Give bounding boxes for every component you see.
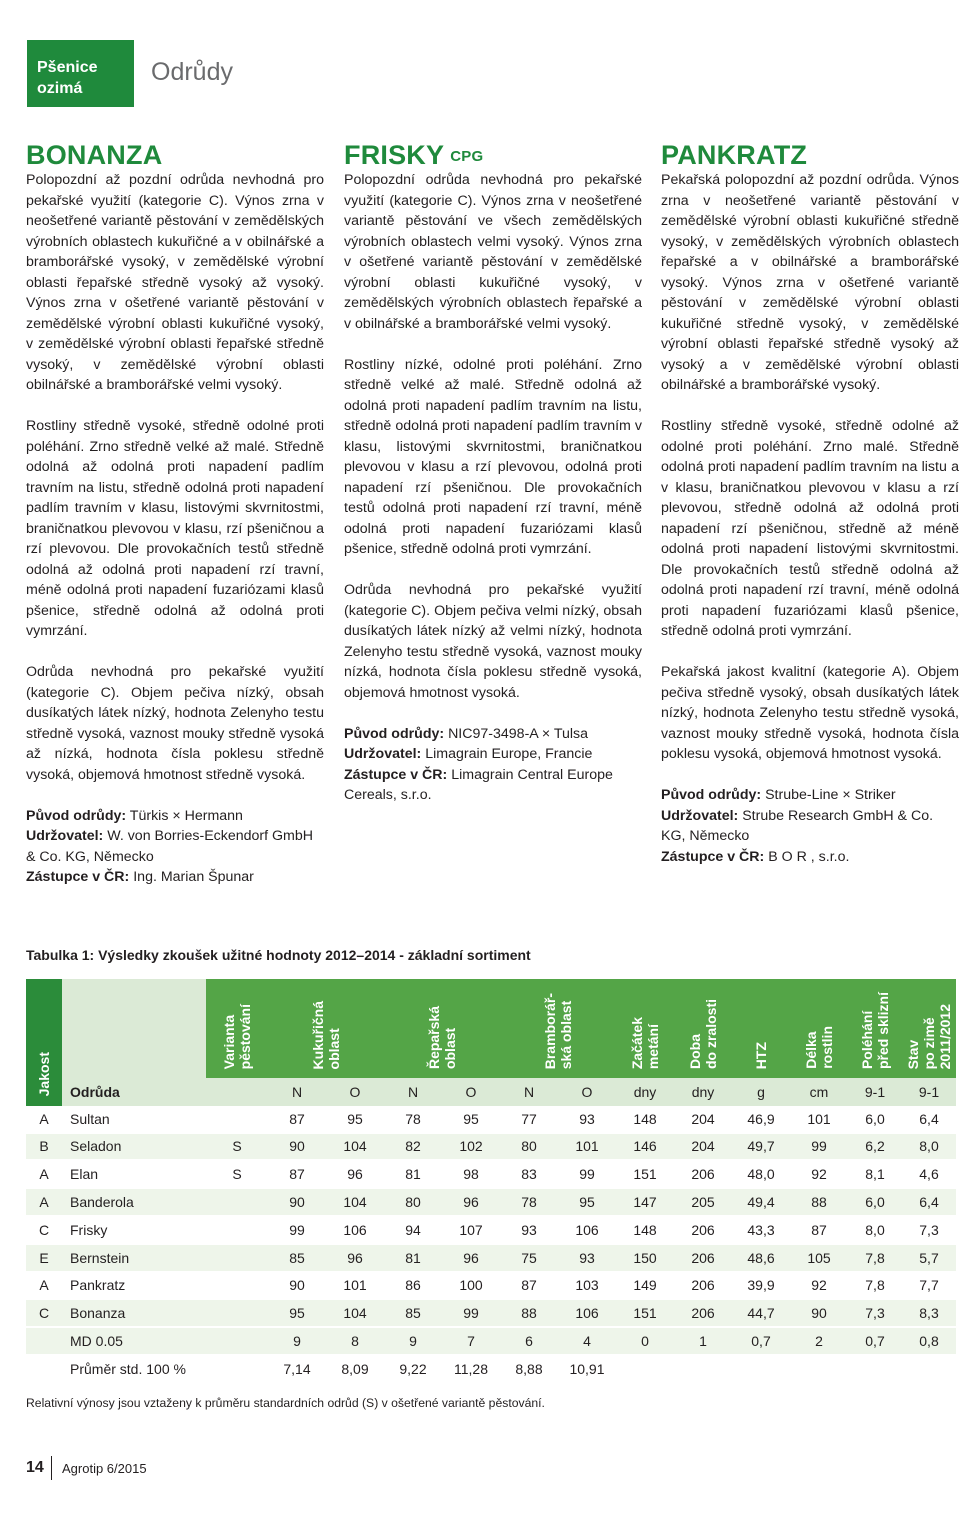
cell-value: 90 <box>268 1189 326 1217</box>
cell-blank <box>790 1356 848 1384</box>
cell-value: 101 <box>558 1134 616 1162</box>
cell-varianta <box>206 1273 268 1301</box>
cell-value: 48,6 <box>732 1245 790 1273</box>
cell-value: 6,4 <box>902 1106 956 1134</box>
cell-value: 106 <box>558 1217 616 1245</box>
cell-value: 204 <box>674 1106 732 1134</box>
unit-cell: 9-1 <box>902 1078 956 1106</box>
cell-blank <box>206 1356 268 1384</box>
unit-cell: O <box>326 1078 384 1106</box>
cell-value: 149 <box>616 1273 674 1301</box>
cell-blank <box>206 1328 268 1356</box>
table-row <box>26 1134 956 1162</box>
cell-value: 5,7 <box>902 1245 956 1273</box>
cell-md-value: 9 <box>384 1328 442 1356</box>
unit-cell <box>206 1078 268 1106</box>
cell-jakost: C <box>26 1300 62 1328</box>
table-row <box>26 1161 956 1189</box>
variety-title-sup: CPG <box>450 148 484 165</box>
cell-value: 92 <box>790 1161 848 1189</box>
table-caption: Tabulka 1: Výsledky zkoušek užitné hodnoty 2012–2014 - základní sortiment <box>26 947 531 963</box>
cell-value: 46,9 <box>732 1106 790 1134</box>
variety-column-frisky <box>344 140 642 806</box>
table-row <box>26 1106 956 1134</box>
cell-value: 99 <box>790 1134 848 1162</box>
cell-value: 49,4 <box>732 1189 790 1217</box>
cell-value: 87 <box>268 1106 326 1134</box>
cell-value: 7,8 <box>848 1245 902 1273</box>
badge-line-1: Pšenice <box>37 59 98 76</box>
cell-value: 48,0 <box>732 1161 790 1189</box>
cell-jakost: A <box>26 1273 62 1301</box>
cell-odruda: Bernstein <box>62 1245 206 1273</box>
cell-value: 98 <box>442 1161 500 1189</box>
cell-value: 77 <box>500 1106 558 1134</box>
cell-md-value: 2 <box>790 1328 848 1356</box>
cell-value: 96 <box>326 1161 384 1189</box>
journal-issue: Agrotip 6/2015 <box>62 1461 147 1476</box>
unit-cell: dny <box>674 1078 732 1106</box>
cell-value: 104 <box>326 1300 384 1328</box>
cell-value: 103 <box>558 1273 616 1301</box>
cell-varianta <box>206 1106 268 1134</box>
cell-value: 7,8 <box>848 1273 902 1301</box>
cell-varianta <box>206 1245 268 1273</box>
cell-prumer-value: 10,91 <box>558 1356 616 1384</box>
cell-value: 95 <box>442 1106 500 1134</box>
cell-value: 104 <box>326 1189 384 1217</box>
cell-value: 44,7 <box>732 1300 790 1328</box>
cell-prumer-value: 8,88 <box>500 1356 558 1384</box>
cell-value: 6,0 <box>848 1106 902 1134</box>
results-table <box>26 979 956 1384</box>
cell-jakost: A <box>26 1106 62 1134</box>
cell-prumer-value: 9,22 <box>384 1356 442 1384</box>
cell-blank <box>848 1356 902 1384</box>
variety-description: Polopozdní až pozdní odrůda nevhodná pro pekařské využití (kategorie C). Výnos zrna v neošetřené variantě pěstování v zemědělských výrobních oblastech kukuřičné a v obilnářské a bramborářské vysoký, v zemědělské výrobní oblasti řepařské středně vysoký až vysoký. Výnos zrna v ošetřené variantě pěstování v zemědělské výrobní oblasti kukuřičné vysoký, v zemědělské výrobní oblasti řepařské středně vysoký, v zemědělské výrobní oblasti obilnářské a bramborářské velmi vysoký. <box>26 172 324 393</box>
table-row <box>26 1217 956 1245</box>
cell-odruda: Bonanza <box>62 1300 206 1328</box>
cell-odruda: Sultan <box>62 1106 206 1134</box>
cell-value: 148 <box>616 1106 674 1134</box>
cell-odruda: Frisky <box>62 1217 206 1245</box>
page-divider <box>51 1456 52 1480</box>
cell-value: 8,0 <box>902 1134 956 1162</box>
header-zacatek: Začátek metání <box>616 979 674 1078</box>
header-stav: Stav po zimě 2011/2012 <box>902 979 956 1078</box>
variety-resistance: Rostliny středně vysoké, středně odolné proti poléhání. Zrno středně velké až malé. Středně odolná až odolná proti napadení padlím travním na listu, středně odolná proti napadení padlím travním v klasu, listovými skvrnitostmi, braničnatkou plevovou v klasu, rzí pšeničnou a rzí plevovou. Dle provokačních testů středně odolná až odolná proti napadení rzí travní, méně odolná proti napadení fuzariózami klasů pšenice, středně odolná až odolná proti vymrzání. <box>26 418 324 639</box>
cell-md-value: 7 <box>442 1328 500 1356</box>
cell-md-value: 4 <box>558 1328 616 1356</box>
cell-value: 99 <box>268 1217 326 1245</box>
cell-md-value: 0,7 <box>848 1328 902 1356</box>
cell-value: 105 <box>790 1245 848 1273</box>
variety-title: PANKRATZ <box>661 140 808 170</box>
cell-blank <box>732 1356 790 1384</box>
variety-column-pankratz <box>661 140 959 867</box>
cell-value: 90 <box>268 1273 326 1301</box>
cell-value: 206 <box>674 1161 732 1189</box>
cell-value: 93 <box>500 1217 558 1245</box>
cell-value: 96 <box>442 1245 500 1273</box>
cell-value: 106 <box>558 1300 616 1328</box>
table-footnote: Relativní výnosy jsou vztaženy k průměru standardních odrůd (S) v ošetřené variantě pěstování. <box>26 1396 545 1410</box>
cell-md-label: MD 0.05 <box>62 1328 206 1356</box>
section-title: Odrůdy <box>151 58 233 86</box>
variety-resistance: Rostliny nízké, odolné proti poléhání. Zrno středně velké až malé. Středně odolná až odolná proti napadení padlím travním na listu, středně odolná proti napadení padlím travním v klasu, listovými skvrnitostmi, braničnatkou plevovou v klasu a rzí plevovou, odolná proti napadení rzí pšeničnou. Dle provokačních testů odolná proti napadení rzí travní, méně odolná proti napadení fuzariózami klasů pšenice, středně odolná proti vymrzání. <box>344 356 642 557</box>
variety-origin: Původ odrůdy: NIC97-3498-A × Tulsa Udržovatel: Limagrain Europe, Francie Zástupce v ČR: Limagrain Central Europe Cereals, s.r.o. <box>344 725 613 803</box>
cell-prumer-value: 8,09 <box>326 1356 384 1384</box>
unit-cell: N <box>268 1078 326 1106</box>
cell-value: 78 <box>500 1189 558 1217</box>
header-jakost: Jakost <box>26 979 62 1106</box>
cell-value: 206 <box>674 1273 732 1301</box>
cell-value: 94 <box>384 1217 442 1245</box>
table-row <box>26 1245 956 1273</box>
cell-value: 8,0 <box>848 1217 902 1245</box>
cell-value: 107 <box>442 1217 500 1245</box>
variety-quality: Pekařská jakost kvalitní (kategorie A). Objem pečiva středně vysoký, obsah dusíkatých látek nízký, hodnota Zelenyho testu středně vysoká, vaznost mouky středně vysoká, hodnota čísla poklesu vysoká, objemová hmotnost vysoká. <box>661 664 959 762</box>
unit-cell: 9-1 <box>848 1078 902 1106</box>
cell-value: 81 <box>384 1245 442 1273</box>
header-delka: Délka rostlin <box>790 979 848 1078</box>
cell-value: 95 <box>326 1106 384 1134</box>
cell-value: 102 <box>442 1134 500 1162</box>
cell-varianta <box>206 1217 268 1245</box>
cell-value: 104 <box>326 1134 384 1162</box>
cell-value: 96 <box>326 1245 384 1273</box>
cell-value: 96 <box>442 1189 500 1217</box>
cell-odruda: Pankratz <box>62 1273 206 1301</box>
table-row <box>26 1189 956 1217</box>
cell-value: 88 <box>500 1300 558 1328</box>
cell-jakost: E <box>26 1245 62 1273</box>
cell-value: 43,3 <box>732 1217 790 1245</box>
cell-value: 151 <box>616 1161 674 1189</box>
cell-value: 7,3 <box>848 1300 902 1328</box>
cell-jakost: A <box>26 1189 62 1217</box>
cell-value: 93 <box>558 1245 616 1273</box>
cell-md-value: 6 <box>500 1328 558 1356</box>
variety-title: FRISKY $^{CPG}$ <box>344 140 484 170</box>
cell-varianta <box>206 1300 268 1328</box>
cell-value: 205 <box>674 1189 732 1217</box>
category-badge <box>27 40 134 107</box>
variety-origin: Původ odrůdy: Strube-Line × Striker Udržovatel: Strube Research GmbH & Co. KG, Německo Zástupce v ČR: B O R , s.r.o. <box>661 787 934 865</box>
cell-jakost: C <box>26 1217 62 1245</box>
cell-value: 8,3 <box>902 1300 956 1328</box>
cell-varianta: S <box>206 1134 268 1162</box>
cell-value: 81 <box>384 1161 442 1189</box>
cell-value: 4,6 <box>902 1161 956 1189</box>
cell-md-value: 0,7 <box>732 1328 790 1356</box>
cell-value: 6,2 <box>848 1134 902 1162</box>
cell-value: 101 <box>790 1106 848 1134</box>
cell-value: 6,4 <box>902 1189 956 1217</box>
cell-value: 101 <box>326 1273 384 1301</box>
cell-value: 206 <box>674 1300 732 1328</box>
unit-cell: N <box>384 1078 442 1106</box>
cell-prumer-label: Průměr std. 100 % <box>62 1356 206 1384</box>
unit-cell: cm <box>790 1078 848 1106</box>
cell-value: 80 <box>500 1134 558 1162</box>
table-row-md <box>26 1328 956 1356</box>
cell-value: 95 <box>558 1189 616 1217</box>
cell-blank <box>26 1356 62 1384</box>
cell-value: 93 <box>558 1106 616 1134</box>
variety-quality: Odrůda nevhodná pro pekařské využití (kategorie C). Objem pečiva velmi nízký, obsah dusíkatých látek nízký až velmi nízký, hodnota Zelenyho testu středně vysoká, vaznost mouky nízká, hodnota čísla poklesu středně vysoká, objemová hmotnost vysoká. <box>344 582 642 701</box>
cell-value: 99 <box>442 1300 500 1328</box>
cell-jakost: B <box>26 1134 62 1162</box>
variety-description: Polopozdní odrůda nevhodná pro pekařské využití (kategorie C). Výnos zrna v neošetřené variantě pěstování ve všech zemědělských výrobních oblastech velmi vysoký. Výnos zrna v ošetřené variantě pěstování v zemědělské výrobní oblasti kukuřičné vysoký, v zemědělských výrobních oblastech řepařské a v obilnářské a bramborářské velmi vysoký. <box>344 172 642 332</box>
cell-md-value: 0,8 <box>902 1328 956 1356</box>
cell-value: 206 <box>674 1217 732 1245</box>
variety-description: Pekařská polopozdní až pozdní odrůda. Výnos zrna v neošetřené variantě pěstování v zemědělské výrobní oblasti kukuřičné středně vysoký, v zemědělských výrobních oblastech řepařské a v obilnářské a bramborářské vysoký. Výnos zrna v ošetřené variantě pěstování v zemědělské výrobní oblasti kukuřičné středně vysoký, v zemědělské výrobní oblasti řepařské středně vysoký až vysoký a v zemědělské výrobní oblasti obilnářské a bramborářské vysoký. <box>661 172 959 393</box>
header-reparska: Řepařská oblast <box>384 979 500 1078</box>
badge-line-2: ozimá <box>37 80 83 97</box>
cell-value: 39,9 <box>732 1273 790 1301</box>
cell-md-value: 0 <box>616 1328 674 1356</box>
cell-value: 78 <box>384 1106 442 1134</box>
cell-md-value: 8 <box>326 1328 384 1356</box>
header-doba: Doba do zralosti <box>674 979 732 1078</box>
cell-value: 7,3 <box>902 1217 956 1245</box>
unit-cell: g <box>732 1078 790 1106</box>
cell-value: 148 <box>616 1217 674 1245</box>
cell-value: 8,1 <box>848 1161 902 1189</box>
cell-value: 151 <box>616 1300 674 1328</box>
cell-blank <box>26 1328 62 1356</box>
variety-title: BONANZA <box>26 140 163 170</box>
cell-blank <box>616 1356 674 1384</box>
cell-value: 100 <box>442 1273 500 1301</box>
cell-value: 99 <box>558 1161 616 1189</box>
cell-value: 87 <box>500 1273 558 1301</box>
cell-value: 86 <box>384 1273 442 1301</box>
table-units-row <box>26 1078 956 1106</box>
cell-odruda: Elan <box>62 1161 206 1189</box>
cell-value: 7,7 <box>902 1273 956 1301</box>
table-row <box>26 1300 956 1328</box>
cell-value: 80 <box>384 1189 442 1217</box>
header-bramborarska: Bramborář- ská oblast <box>500 979 616 1078</box>
cell-value: 146 <box>616 1134 674 1162</box>
cell-value: 88 <box>790 1189 848 1217</box>
cell-value: 49,7 <box>732 1134 790 1162</box>
cell-value: 83 <box>500 1161 558 1189</box>
variety-origin: Původ odrůdy: Türkis × Hermann Udržovatel: W. von Borries-Eckendorf GmbH & Co. KG, Německo Zástupce v ČR: Ing. Marian Špunar <box>26 807 313 885</box>
cell-value: 92 <box>790 1273 848 1301</box>
table-row-prumer <box>26 1356 956 1384</box>
cell-blank <box>674 1356 732 1384</box>
header-varianta: Varianta pěstování <box>206 979 268 1078</box>
header-odruda: Odrůda <box>62 1078 206 1106</box>
cell-prumer-value: 11,28 <box>442 1356 500 1384</box>
header-kukuricna: Kukuřičná oblast <box>268 979 384 1078</box>
cell-value: 85 <box>384 1300 442 1328</box>
cell-value: 206 <box>674 1245 732 1273</box>
cell-varianta: S <box>206 1161 268 1189</box>
cell-value: 106 <box>326 1217 384 1245</box>
unit-cell: O <box>442 1078 500 1106</box>
header-polehani: Poléhání před sklizní <box>848 979 902 1078</box>
cell-value: 204 <box>674 1134 732 1162</box>
page-number: 14 <box>26 1459 44 1476</box>
variety-column-bonanza <box>26 140 324 888</box>
variety-quality: Odrůda nevhodná pro pekařské využití (kategorie C). Objem pečiva nízký, obsah dusíkatých látek nízký, hodnota Zelenyho testu středně vysoká, vaznost mouky středně vysoká až nízká, hodnota čísla poklesu středně vysoká, objemová hmotnost středně vysoká. <box>26 664 324 783</box>
cell-jakost: A <box>26 1161 62 1189</box>
cell-value: 95 <box>268 1300 326 1328</box>
cell-value: 147 <box>616 1189 674 1217</box>
cell-value: 150 <box>616 1245 674 1273</box>
cell-value: 85 <box>268 1245 326 1273</box>
cell-value: 90 <box>790 1300 848 1328</box>
cell-md-value: 1 <box>674 1328 732 1356</box>
cell-value: 82 <box>384 1134 442 1162</box>
cell-odruda: Banderola <box>62 1189 206 1217</box>
cell-varianta <box>206 1189 268 1217</box>
table-row <box>26 1273 956 1301</box>
table-header-row <box>26 979 956 1078</box>
variety-resistance: Rostliny středně vysoké, středně odolné až odolné proti poléhání. Zrno malé. Středně odolná proti napadení padlím travním na listu a v klasu, braničnatkou plevovou v klasu a rzí plevovou, středně odolná až odolná proti napadení rzí pšeničnou, středně až méně odolná proti napadení listovými skvrnitostmi. Dle provokačních testů středně odolná až odolná proti napadení rzí travní, méně odolná proti napadení fuzariózami klasů pšenice, středně odolná proti vymrzání. <box>661 418 959 639</box>
cell-blank <box>902 1356 956 1384</box>
unit-cell: dny <box>616 1078 674 1106</box>
cell-value: 87 <box>268 1161 326 1189</box>
cell-odruda: Seladon <box>62 1134 206 1162</box>
unit-cell: O <box>558 1078 616 1106</box>
cell-value: 90 <box>268 1134 326 1162</box>
cell-value: 75 <box>500 1245 558 1273</box>
header-htz: HTZ <box>732 979 790 1078</box>
cell-prumer-value: 7,14 <box>268 1356 326 1384</box>
unit-cell: N <box>500 1078 558 1106</box>
cell-md-value: 9 <box>268 1328 326 1356</box>
cell-value: 87 <box>790 1217 848 1245</box>
cell-value: 6,0 <box>848 1189 902 1217</box>
header-blank <box>62 979 206 1078</box>
